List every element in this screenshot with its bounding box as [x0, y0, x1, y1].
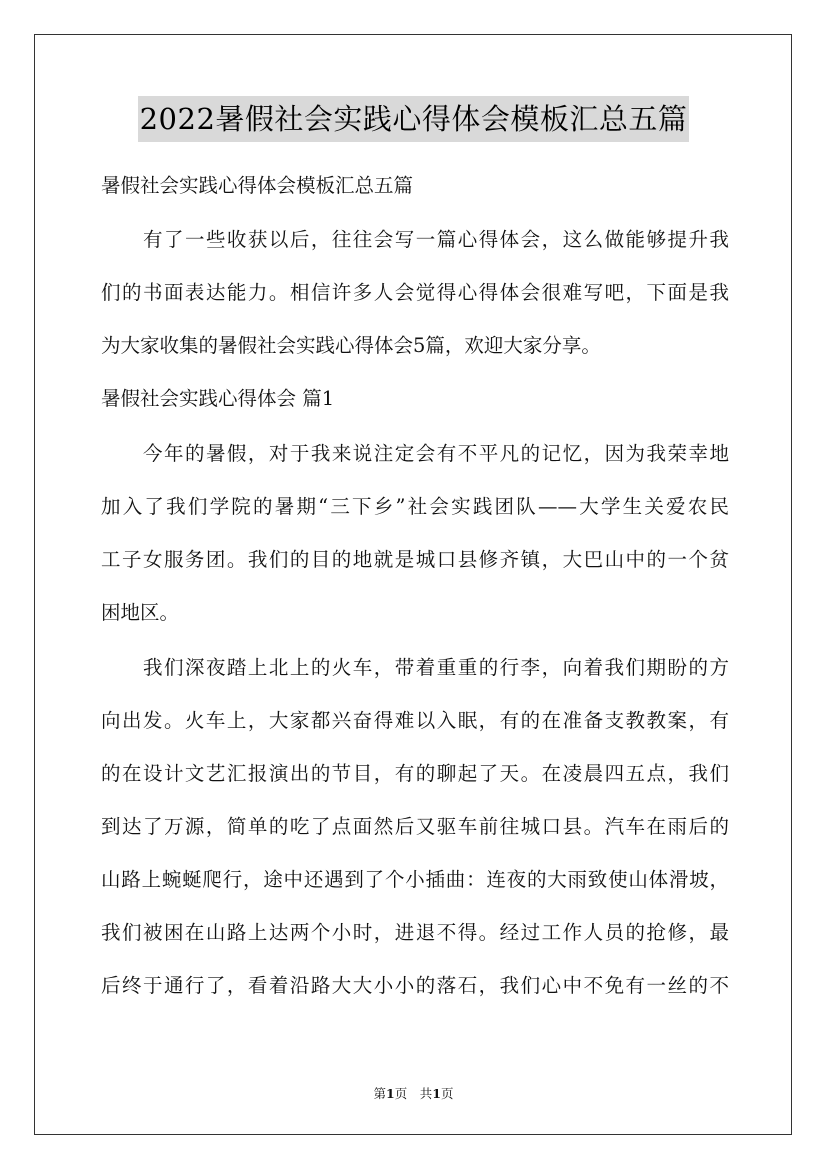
footer-page-suffix: 页: [440, 1086, 454, 1101]
footer-page-number: 1: [386, 1086, 395, 1101]
text-line: 困地区。: [101, 601, 180, 624]
page-footer: [0, 1084, 827, 1102]
text-line: 今年的暑假，对于我来说注定会有不平凡的记忆，因为我荣幸地: [143, 442, 729, 465]
text-line: 我们深夜踏上北上的火车，带着重重的行李，向着我们期盼的方: [143, 656, 729, 679]
text-line: 加入了我们学院的暑期“三下乡”社会实践团队——大学生关爱农民: [101, 495, 729, 518]
footer-page-prefix: 第: [373, 1086, 387, 1101]
paragraph-2: [101, 654, 729, 1000]
text-line: 们的书面表达能力。相信许多人会觉得心得体会很难写吧，下面是我: [101, 281, 729, 304]
text-line: 的在设计文艺汇报演出的节目，有的聊起了天。在凌晨四五点，我们: [101, 762, 729, 785]
title-container: [0, 96, 827, 142]
document-body: [101, 172, 729, 1000]
document-title: 2022暑假社会实践心得体会模板汇总五篇: [138, 96, 690, 142]
text-line: 山路上蜿蜒爬行，途中还遇到了个小插曲：连夜的大雨致使山体滑坡，: [101, 868, 729, 891]
text-line: 我们被困在山路上达两个小时，进退不得。经过工作人员的抢修，最: [101, 921, 729, 944]
footer-page-mid: 页 共: [394, 1086, 433, 1101]
text-line: 向出发。火车上，大家都兴奋得难以入眠，有的在准备支教教案，有: [101, 709, 729, 732]
paragraph-1: [101, 440, 729, 627]
section-heading: 暑假社会实践心得体会 篇1: [101, 387, 335, 410]
text-line: 到达了万源，简单的吃了点面然后又驱车前往城口县。汽车在雨后的: [101, 815, 729, 838]
footer-total-pages: 1: [432, 1086, 441, 1101]
document-subtitle: 暑假社会实践心得体会模板汇总五篇: [101, 174, 414, 197]
text-line: 为大家收集的暑假社会实践心得体会5篇，欢迎大家分享。: [101, 334, 601, 357]
text-line: 有了一些收获以后，往往会写一篇心得体会，这么做能够提升我: [143, 228, 729, 251]
intro-paragraph: [101, 226, 729, 360]
text-line: 后终于通行了，看着沿路大大小小的落石，我们心中不免有一丝的不: [101, 974, 729, 997]
text-line: 工子女服务团。我们的目的地就是城口县修齐镇，大巴山中的一个贫: [101, 548, 729, 571]
